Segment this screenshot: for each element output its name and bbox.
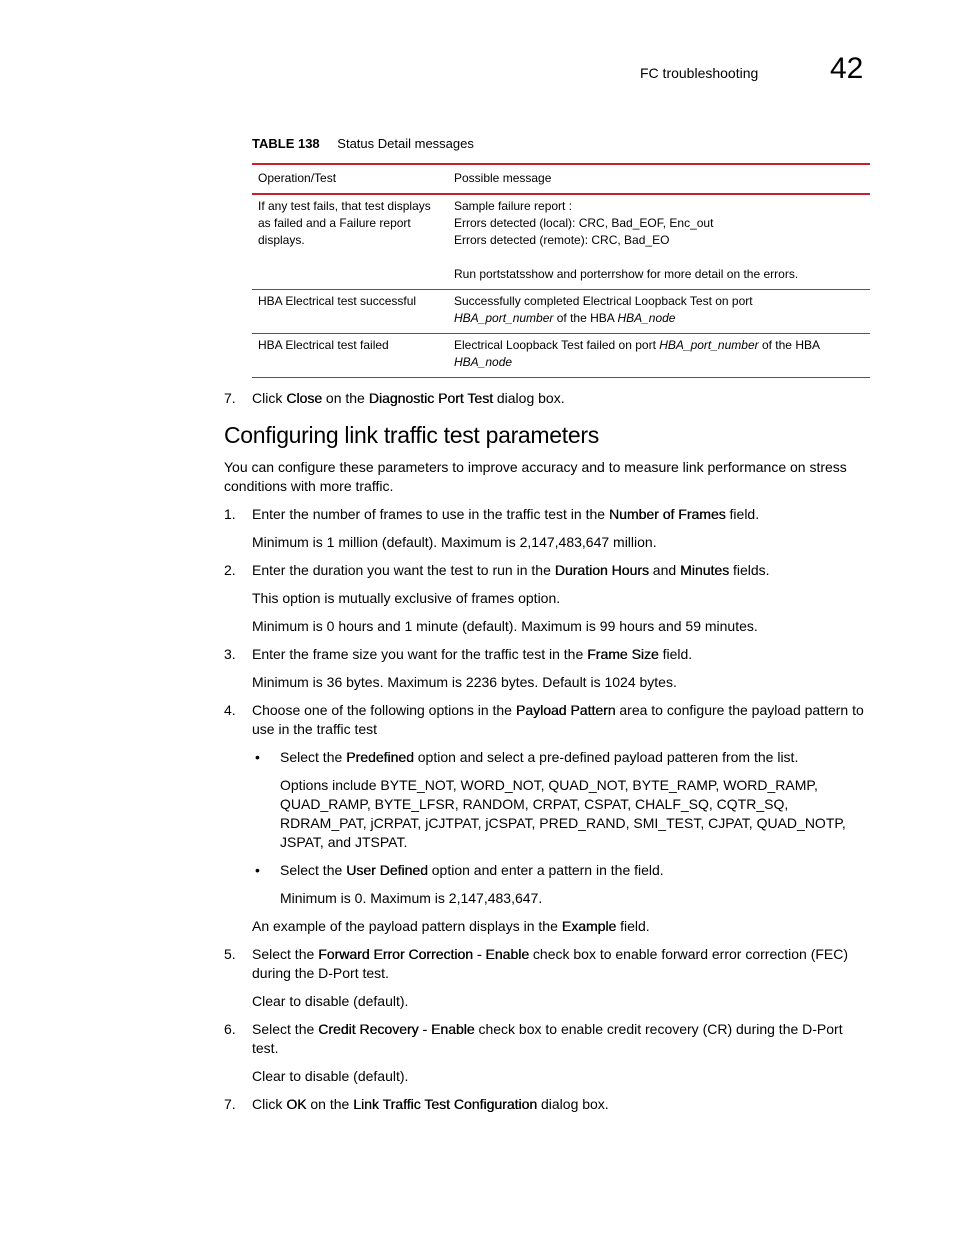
ui-term: Number of Frames bbox=[608, 506, 726, 522]
message-line: Errors detected (remote): CRC, Bad_EO bbox=[454, 233, 670, 247]
step-note: This option is mutually exclusive of frames option. bbox=[252, 590, 561, 606]
message-line: Run portstatsshow and porterrshow for more detail on the errors. bbox=[454, 267, 799, 281]
main-content bbox=[224, 389, 870, 1123]
step-item: 5. Select the Forward Error Correction - Enable check box to enable forward error correction (FEC) during the D-Port test. bbox=[224, 946, 849, 981]
ui-term: OK bbox=[286, 1096, 307, 1112]
table-row bbox=[252, 290, 870, 334]
message-line: HBA_port_number of the HBA HBA_node bbox=[454, 311, 676, 325]
bullet-note: Minimum is 0. Maximum is 2,147,483,647. bbox=[280, 890, 543, 906]
step-number: 7. bbox=[224, 1096, 236, 1112]
table-label: TABLE 138 bbox=[252, 136, 320, 151]
message-line: Sample failure report : bbox=[454, 199, 573, 213]
operation-cell: HBA Electrical test failed bbox=[252, 334, 448, 378]
ui-term: Close bbox=[286, 390, 323, 406]
step-number: 1. bbox=[224, 506, 236, 522]
ui-term: Diagnostic Port Test bbox=[368, 390, 493, 406]
section-heading: Configuring link traffic test parameters bbox=[224, 422, 599, 448]
step-note: An example of the payload pattern displays in the Example field. bbox=[252, 918, 650, 934]
message-cell bbox=[448, 194, 870, 290]
step-item: 6. Select the Credit Recovery - Enable check box to enable credit recovery (CR) during the D-Port test. bbox=[224, 1021, 843, 1056]
ui-term: Forward Error Correction - Enable bbox=[318, 946, 530, 962]
table-title: Status Detail messages bbox=[337, 136, 474, 151]
message-cell bbox=[448, 290, 870, 334]
step-note: Clear to disable (default). bbox=[252, 1068, 409, 1084]
ui-term: Credit Recovery - Enable bbox=[318, 1021, 475, 1037]
ui-term: Payload Pattern bbox=[515, 702, 616, 718]
step-item: 1. Enter the number of frames to use in the traffic test in the Number of Frames field. bbox=[224, 506, 760, 522]
step-number: 4. bbox=[224, 702, 236, 718]
step-note: Clear to disable (default). bbox=[252, 993, 409, 1009]
table-row bbox=[252, 194, 870, 290]
message-line: Successfully completed Electrical Loopback Test on port bbox=[454, 294, 753, 308]
step-number: 6. bbox=[224, 1021, 236, 1037]
bullet-item: • Select the User Defined option and enter a pattern in the field. bbox=[255, 862, 664, 878]
step-item: 7. Click Close on the Diagnostic Port Test dialog box. bbox=[224, 390, 565, 406]
table-row bbox=[252, 334, 870, 378]
chapter-number: 42 bbox=[830, 52, 864, 85]
ui-term: User Defined bbox=[346, 862, 428, 878]
step-number: 5. bbox=[224, 946, 236, 962]
step-number: 7. bbox=[224, 390, 236, 406]
bullet-icon: • bbox=[255, 862, 260, 878]
step-item: 2. Enter the duration you want the test to run in the Duration Hours and Minutes fields. bbox=[224, 562, 770, 578]
ui-term: Example bbox=[561, 918, 617, 934]
ui-term: Frame Size bbox=[587, 646, 659, 662]
ui-term: Link Traffic Test Configuration bbox=[353, 1096, 538, 1112]
ui-term: Duration Hours bbox=[554, 562, 649, 578]
step-note: Minimum is 36 bytes. Maximum is 2236 bytes. Default is 1024 bytes. bbox=[252, 674, 677, 690]
table-header-row bbox=[252, 164, 870, 194]
status-detail-table bbox=[252, 163, 870, 378]
step-number: 2. bbox=[224, 562, 236, 578]
operation-cell: HBA Electrical test successful bbox=[252, 290, 448, 334]
running-section-title: FC troubleshooting bbox=[640, 65, 759, 81]
step-note: Minimum is 1 million (default). Maximum is 2,147,483,647 million. bbox=[252, 534, 657, 550]
ui-term: Predefined bbox=[346, 749, 414, 765]
column-header-operation: Operation/Test bbox=[252, 164, 448, 194]
message-cell: Electrical Loopback Test failed on port HBA_port_number of the HBA HBA_node bbox=[448, 334, 870, 378]
step-item: 3. Enter the frame size you want for the traffic test in the Frame Size field. bbox=[224, 646, 693, 662]
intro-paragraph: You can configure these parameters to improve accuracy and to measure link performance on stress conditions with more traffic. bbox=[224, 459, 847, 494]
step-item: 7. Click OK on the Link Traffic Test Configuration dialog box. bbox=[224, 1096, 609, 1112]
message-line: Errors detected (local): CRC, Bad_EOF, Enc_out bbox=[454, 216, 714, 230]
ui-term: Minutes bbox=[680, 562, 730, 578]
bullet-icon: • bbox=[255, 749, 260, 765]
bullet-item: • Select the Predefined option and select a pre-defined payload patteren from the list. bbox=[255, 749, 799, 765]
step-number: 3. bbox=[224, 646, 236, 662]
column-header-message: Possible message bbox=[448, 164, 870, 194]
step-item: 4. Choose one of the following options in the Payload Pattern area to configure the payload pattern to use in the traffic test bbox=[224, 702, 864, 737]
table-caption bbox=[252, 136, 474, 151]
bullet-note: Options include BYTE_NOT, WORD_NOT, QUAD_NOT, BYTE_RAMP, WORD_RAMP, QUAD_RAMP, BYTE_LFSR, RANDOM, CRPAT, CSPAT, CHALF_SQ, CQTR_SQ, RDRAM_PAT, jCRPAT, jCJTPAT, jCSPAT, PRED_RAND, SMI_TEST, CJPAT, QUAD_NOTP, JSPAT, and JTSPAT. bbox=[280, 777, 846, 850]
step-note: Minimum is 0 hours and 1 minute (default). Maximum is 99 hours and 59 minutes. bbox=[252, 618, 758, 634]
operation-cell: If any test fails, that test displays as failed and a Failure report displays. bbox=[252, 194, 448, 290]
